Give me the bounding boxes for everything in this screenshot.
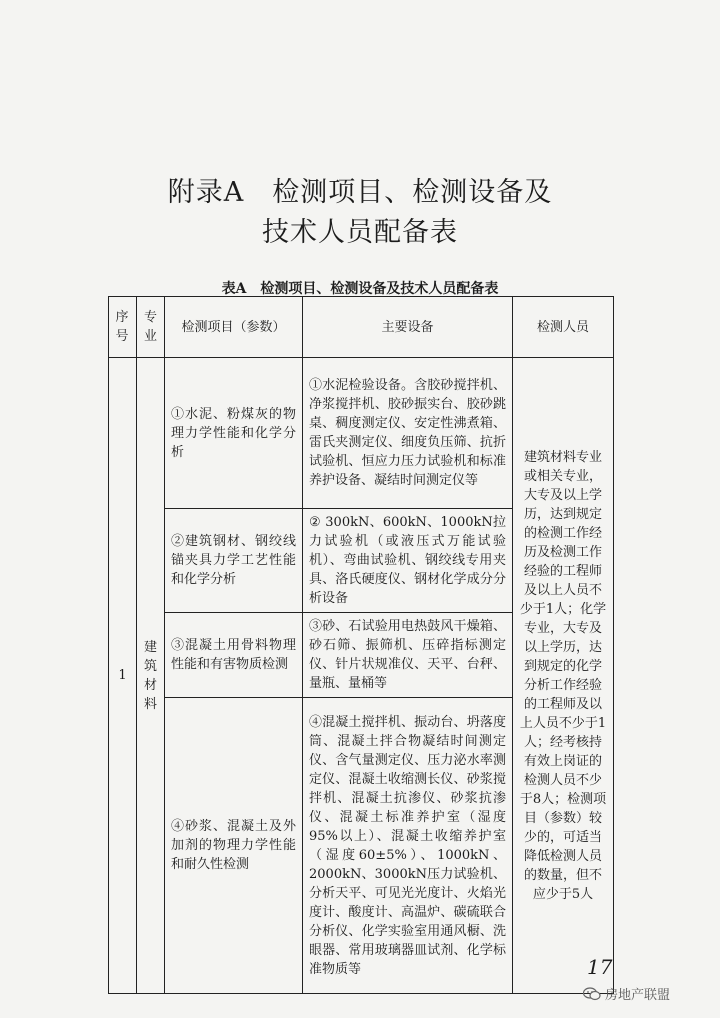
page-number: 17 — [587, 955, 613, 979]
spec-cell — [137, 358, 165, 994]
staff-cell: 建筑材料专业或相关专业，大专及以上学历，达到规定的检测工作经历及检测工作经验的工程师及以上人员不少于1人；化学专业，大专及以上学历，达到规定的化学分析工作经验的工程师及以上人员不少于1人；经考核持有效上岗证的检测人员不少于8人；检测项目（参数）较少的，可适当降低检测人员的数量，但不应少于5人 — [513, 358, 614, 994]
seq-cell: 1 — [109, 358, 137, 994]
item-cell: ②建筑钢材、钢绞线锚夹具力学工艺性能和化学分析 — [165, 509, 303, 613]
wechat-icon — [583, 987, 601, 1001]
header-item: 检测项目（参数） — [165, 297, 303, 358]
equipment-cell: ④混凝土搅拌机、振动台、坍落度筒、混凝土拌合物凝结时间测定仪、含气量测定仪、压力泌水率测定仪、混凝土收缩测长仪、砂浆搅拌机、混凝土抗渗仪、砂浆抗渗仪、混凝土标准养护室（湿度95%以上）、混凝土收缩养护室（湿度60±5%）、1000kN、2000kN、3000kN压力试验机、分析天平、可见光光度计、火焰光度计、酸度计、高温炉、碳硫联合分析仪、化学实验室用通风橱、洗眼器、常用玻璃器皿试剂、化学标准物质等 — [303, 698, 513, 994]
equipment-cell: ③砂、石试验用电热鼓风干燥箱、砂石筛、振筛机、压碎指标测定仪、针片状规准仪、天平、台秤、量瓶、量桶等 — [303, 613, 513, 698]
spec-label: 建筑材料 — [143, 639, 157, 712]
item-cell: ③混凝土用骨料物理性能和有害物质检测 — [165, 613, 303, 698]
equipment-cell: ①水泥检验设备。含胶砂搅拌机、净浆搅拌机、胶砂振实台、胶砂跳桌、稠度测定仪、安定性沸煮箱、雷氏夹测定仪、细度负压筛、抗折试验机、恒应力压力试验机和标准养护设备、凝结时间测定仪等 — [303, 358, 513, 509]
table-row — [109, 358, 614, 509]
item-cell: ④砂浆、混凝土及外加剂的物理力学性能和耐久性检测 — [165, 698, 303, 994]
equipment-staff-table — [108, 296, 614, 994]
watermark — [583, 984, 670, 1003]
watermark-label: 房地产联盟 — [605, 988, 671, 1003]
header-equipment: 主要设备 — [303, 297, 513, 358]
item-cell: ①水泥、粉煤灰的物理力学性能和化学分析 — [165, 358, 303, 509]
table-header-row — [109, 297, 614, 358]
header-staff: 检测人员 — [513, 297, 614, 358]
header-seq: 序号 — [109, 297, 137, 358]
appendix-title-line2: 技术人员配备表 — [262, 217, 458, 248]
equipment-cell: ② 300kN、600kN、1000kN拉力试验机（或液压式万能试验机）、弯曲试验机、钢绞线专用夹具、洛氏硬度仪、钢材化学成分分析设备 — [303, 509, 513, 613]
appendix-title-line1: 附录A 检测项目、检测设备及 — [167, 177, 553, 208]
table-caption: 表A 检测项目、检测设备及技术人员配备表 — [221, 281, 499, 297]
header-spec: 专业 — [137, 297, 165, 358]
